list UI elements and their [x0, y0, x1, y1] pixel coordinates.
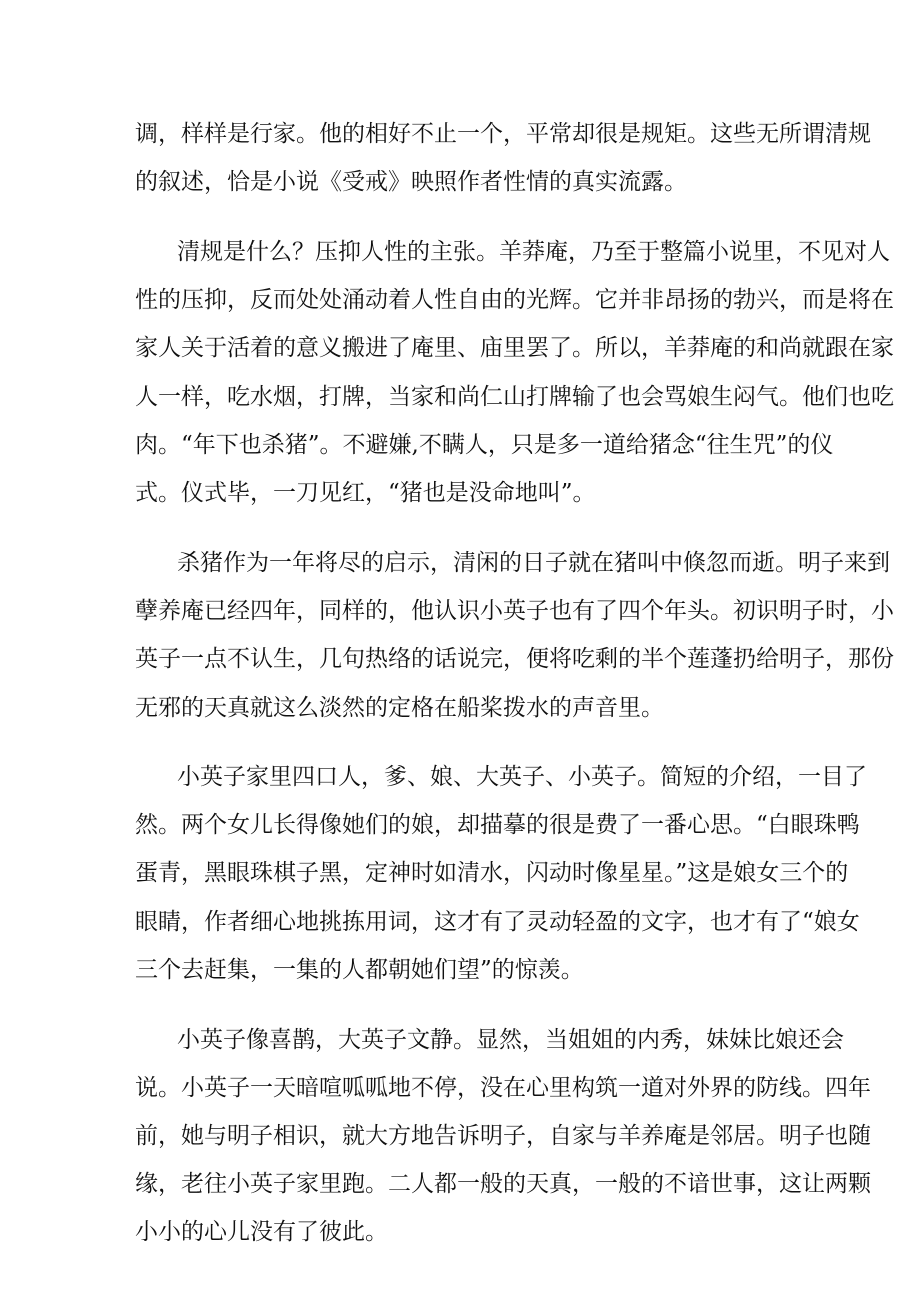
paragraph-line: 杀猪作为一年将尽的启示，清闲的日子就在猪叫中倏忽而逝。明子来到 [177, 550, 890, 576]
paragraph-line: 缘，老往小英子家里跑。二人都一般的天真，一般的不谙世事，这让两颗 [135, 1171, 871, 1197]
paragraph-line: 清规是什么？压抑人性的主张。羊莽庵，乃至于整篇小说里，不见对人 [177, 239, 890, 265]
paragraph-line: 孽养庵已经四年，同样的，他认识小英子也有了四个年头。初识明子时，小 [135, 598, 894, 624]
paragraph-line: 性的压抑，反而处处涌动着人性自由的光辉。它并非昂扬的勃兴，而是将在 [135, 287, 894, 313]
paragraph-line: 人一样，吃水烟，打牌，当家和尚仁山打牌输了也会骂娘生闷气。他们也吃 [135, 384, 894, 410]
paragraph-line: 式。仪式毕，一刀见红，“猪也是没命地叫”。 [135, 480, 596, 506]
paragraph-line: 家人关于活着的意义搬进了庵里、庙里罢了。所以，羊莽庵的和尚就跟在家 [135, 335, 894, 361]
paragraph-line: 蛋青，黑眼珠棋子黑，定神时如清水，闪动时像星星。”这是娘女三个的 [135, 860, 849, 886]
paragraph-line: 眼睛，作者细心地挑拣用词，这才有了灵动轻盈的文字，也才有了“娘女 [135, 909, 860, 935]
paragraph-line: 的叙述，恰是小说《受戒》映照作者性情的真实流露。 [135, 169, 687, 195]
paragraph-line: 说。小英子一天暗喧呱呱地不停，没在心里构筑一道对外界的防线。四年 [135, 1075, 871, 1101]
paragraph-line: 小英子像喜鹊，大英子文静。显然，当姐姐的内秀，妹妹比娘还会 [177, 1027, 844, 1053]
paragraph-line: 小小的心儿没有了彼此。 [135, 1219, 388, 1245]
paragraph-line: 调，样样是行家。他的相好不止一个，平常却很是规矩。这些无所谓清规 [135, 121, 871, 147]
paragraph-line: 肉。“年下也杀猪”。不避嫌,不瞒人，只是多一道给猪念“往生咒”的仪 [135, 432, 834, 458]
paragraph-line: 无邪的天真就这么淡然的定格在船桨拨水的声音里。 [135, 695, 664, 721]
paragraph-line: 然。两个女儿长得像她们的娘，却描摹的很是费了一番心思。“白眼珠鸭 [135, 812, 860, 838]
paragraph-line: 小英子家里四口人，爹、娘、大英子、小英子。简短的介绍，一目了 [177, 764, 867, 790]
paragraph-line: 三个去赶集，一集的人都朝她们望”的惊羡。 [135, 957, 584, 983]
paragraph-line: 前，她与明子相识，就大方地告诉明子，自家与羊养庵是邻居。明子也随 [135, 1123, 871, 1149]
paragraph-line: 英子一点不认生，几句热络的话说完，便将吃剩的半个莲蓬扔给明子，那份 [135, 646, 894, 672]
